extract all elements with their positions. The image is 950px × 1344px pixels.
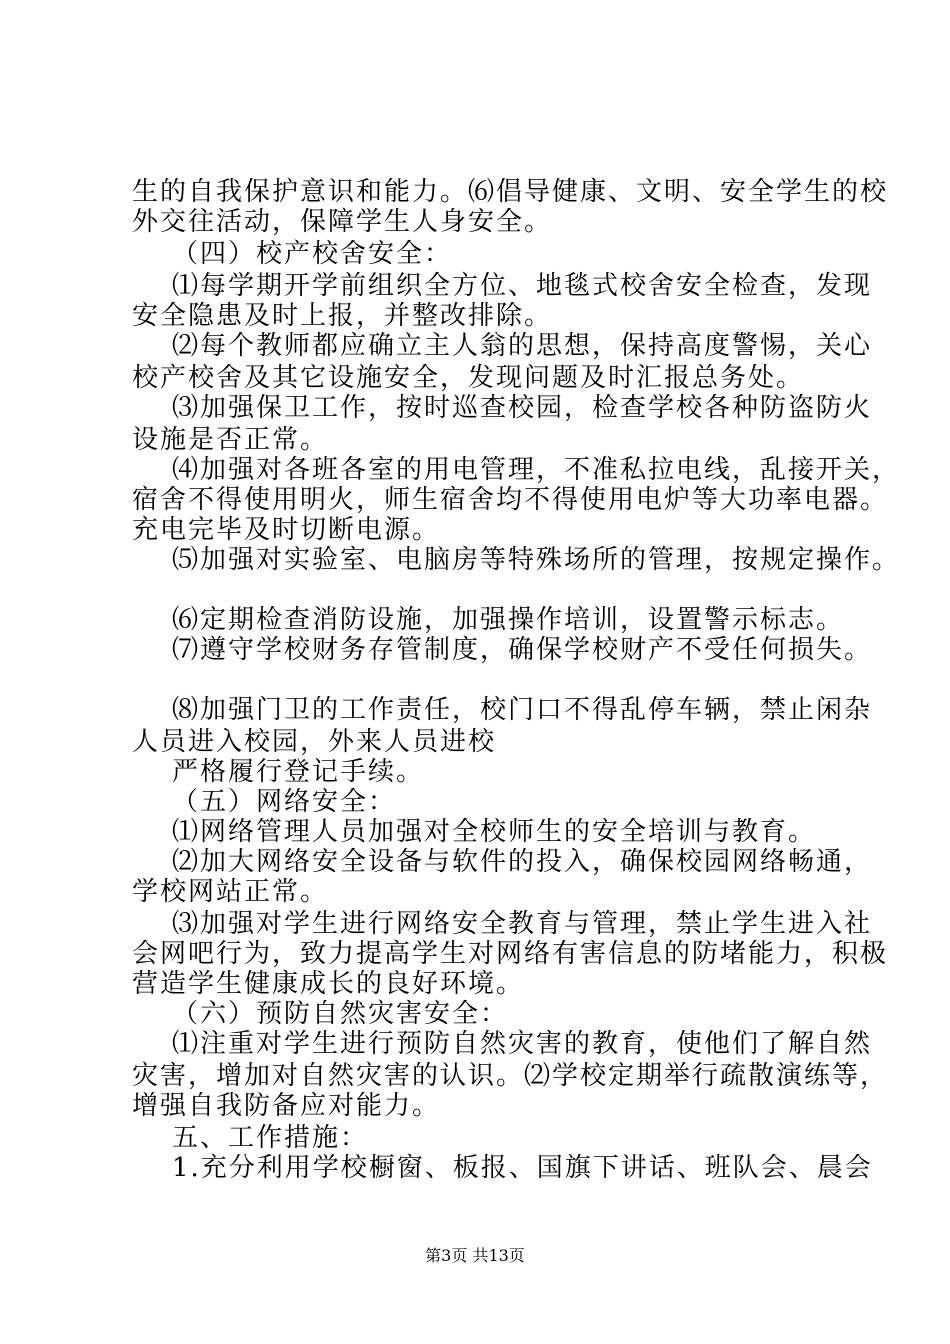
text-line: 设施是否正常。 bbox=[132, 425, 329, 455]
text-line: 营造学生健康成长的良好环境。 bbox=[132, 969, 525, 999]
section-heading: 五、工作措施： bbox=[172, 1123, 369, 1153]
text-line: 充电完毕及时切断电源。 bbox=[132, 515, 441, 545]
page-footer: 第3页 共13页 bbox=[425, 1246, 525, 1265]
text-line: ⑵加大网络安全设备与软件的投入，确保校园网络畅通， bbox=[172, 847, 873, 877]
text-line: ⑶加强保卫工作，按时巡查校园，检查学校各种防盗防火 bbox=[172, 393, 873, 423]
section-heading: （四）校产校舍安全： bbox=[172, 239, 453, 269]
text-line: ⑸加强对实验室、电脑房等特殊场所的管理，按规定操作。 bbox=[172, 545, 901, 575]
text-line: 校产校舍及其它设施安全，发现问题及时汇报总务处。 bbox=[132, 363, 805, 393]
section-heading: （五）网络安全： bbox=[172, 787, 397, 817]
text-line: 安全隐患及时上报，并整改排除。 bbox=[132, 301, 553, 331]
text-line: ⑷加强对各班各室的用电管理，不准私拉电线，乱接开关， bbox=[172, 455, 901, 485]
text-line: ⑵每个教师都应确立主人翁的思想，保持高度警惕，关心 bbox=[172, 331, 873, 361]
text-line: 人员进入校园，外来人员进校 bbox=[132, 727, 497, 757]
text-line: 学校网站正常。 bbox=[132, 877, 329, 907]
text-line: 宿舍不得使用明火，师生宿舍均不得使用电炉等大功率电器。 bbox=[132, 485, 889, 515]
section-heading: （六）预防自然灾害安全： bbox=[172, 999, 509, 1029]
text-line: 会网吧行为，致力提高学生对网络有害信息的防堵能力，积极 bbox=[132, 939, 889, 969]
text-line: ⑻加强门卫的工作责任，校门口不得乱停车辆，禁止闲杂 bbox=[172, 695, 873, 725]
text-line: 1.充分利用学校橱窗、板报、国旗下讲话、班队会、晨会 bbox=[172, 1153, 873, 1183]
text-line: ⑴注重对学生进行预防自然灾害的教育，使他们了解自然 bbox=[172, 1029, 873, 1059]
text-line: ⑹定期检查消防设施，加强操作培训，设置警示标志。 bbox=[172, 605, 845, 635]
text-line: 严格履行登记手续。 bbox=[172, 757, 425, 787]
text-line: ⑶加强对学生进行网络安全教育与管理，禁止学生进入社 bbox=[172, 909, 873, 939]
text-line: ⑴每学期开学前组织全方位、地毯式校舍安全检查，发现 bbox=[172, 271, 873, 301]
text-line: ⑴网络管理人员加强对全校师生的安全培训与教育。 bbox=[172, 817, 817, 847]
text-line: 灾害，增加对自然灾害的认识。⑵学校定期举行疏散演练等， bbox=[132, 1061, 889, 1091]
text-line: 外交往活动，保障学生人身安全。 bbox=[132, 207, 553, 237]
text-line: 生的自我保护意识和能力。⑹倡导健康、文明、安全学生的校 bbox=[132, 177, 889, 207]
text-line: ⑺遵守学校财务存管制度，确保学校财产不受任何损失。 bbox=[172, 635, 873, 665]
text-line: 增强自我防备应对能力。 bbox=[132, 1091, 441, 1121]
